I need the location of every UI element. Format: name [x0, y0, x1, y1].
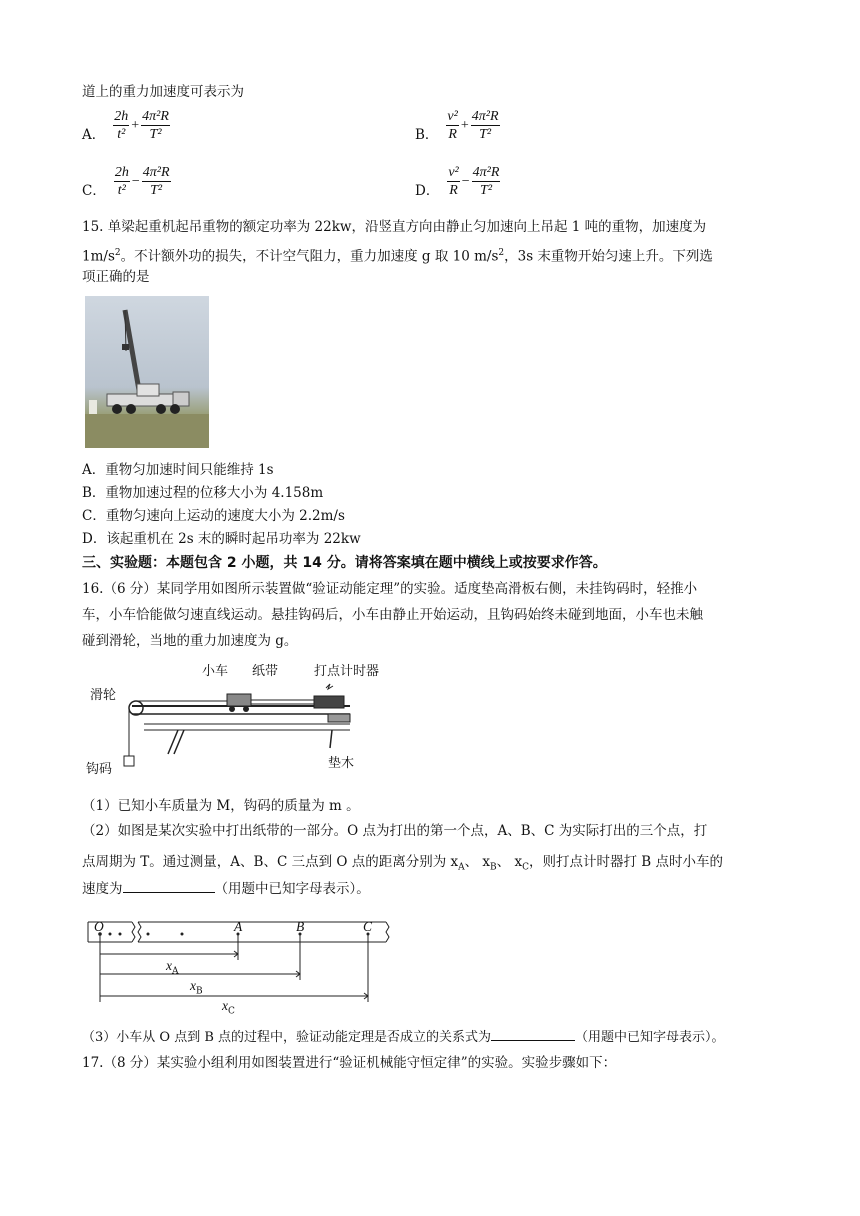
q16-text: （3）小车从 O 点到 B 点的过程中，验证动能定理是否成立的关系式为: [82, 1030, 492, 1045]
q15-stem-line3: 项正确的是: [82, 269, 150, 285]
q16-text: （用题中已知字母表示）。: [575, 1030, 725, 1045]
label-timer: 打点计时器: [314, 664, 380, 679]
operator: +: [131, 117, 140, 133]
q16-sub2-line2: 点周期为 T。通过测量，A、B、C 三点到 O 点的距离分别为 $x_A$、 $x_B$、 $x_C$，则打点计时器打 B 点时小车的: [82, 854, 723, 873]
q15-option-a[interactable]: A．重物匀加速时间只能维持 1s: [82, 462, 274, 478]
label-weight: 钩码: [86, 762, 113, 777]
frac-num: v²: [447, 109, 458, 124]
q15-stem-line2: $1m/s^2$。不计额外功的损失，不计空气阻力，重力加速度 g 取 10 $m/s^2$，3s 末重物开始匀速上升。下列选: [82, 248, 713, 265]
frac-den: T²: [149, 127, 162, 142]
q16-text: ，则打点计时器打 B 点时小车的: [528, 854, 723, 870]
q16-stem-line1: 16.（6 分）某同学用如图所示装置做“验证动能定理”的实验。适度垫高滑板右侧，未挂钩码时，轻推小: [82, 581, 698, 597]
q15-option-c[interactable]: C．重物匀速向上运动的速度大小为 2.2m/s: [82, 508, 345, 524]
q15-option-b[interactable]: B．重物加速过程的位移大小为 4.158m: [82, 485, 324, 501]
frac-num: 2h: [114, 165, 129, 180]
fraction: [447, 164, 459, 199]
intro-line: 道上的重力加速度可表示为: [82, 84, 244, 100]
q16-sub3: [82, 1028, 725, 1047]
q16-sub1: （1）已知小车质量为 M，钩码的质量为 m 。: [82, 798, 360, 814]
label-xc-sub: C: [228, 1006, 235, 1017]
q16-text: 速度为: [82, 881, 123, 897]
answer-blank[interactable]: [123, 880, 215, 893]
fraction: [142, 164, 171, 199]
label-xb-var: x: [190, 978, 196, 993]
operator: −: [461, 173, 470, 189]
q16-stem-line2: 车，小车恰能做匀速直线运动。悬挂钩码后，小车由静止开始运动，且钩码始终未碰到地面，小车也未触: [82, 607, 703, 623]
operator: −: [131, 173, 140, 189]
q16-text: 、 x: [464, 854, 491, 870]
q17-stem-line1: 17.（8 分）某实验小组利用如图装置进行“验证机械能守恒定律”的实验。实验步骤如下：: [82, 1055, 617, 1071]
frac-den: t²: [117, 127, 126, 142]
q16-text: 、 x: [496, 854, 523, 870]
frac-num: 4π²R: [472, 165, 500, 180]
q14-option-d[interactable]: [415, 164, 500, 199]
q16-stem-line3: 碰到滑轮，当地的重力加速度为 g。: [82, 633, 298, 649]
label-xa: [166, 958, 179, 977]
frac-den: T²: [150, 183, 163, 198]
point-c: C: [363, 919, 373, 934]
label-xb: [190, 978, 203, 997]
q15-text: 。不计额外功的损失，不计空气阻力，重力加速度 g 取 10 m/s: [120, 248, 499, 265]
option-label: C．: [82, 182, 106, 199]
fraction: [446, 108, 458, 143]
frac-den: T²: [480, 183, 493, 198]
label-xc: [222, 998, 235, 1017]
q14-option-a[interactable]: [82, 108, 170, 143]
label-xc-var: x: [222, 998, 228, 1013]
fraction: [113, 108, 129, 143]
point-a: A: [234, 919, 243, 934]
label-xb-sub: B: [196, 986, 203, 997]
q15-text: ，3s 末重物开始匀速上升。下列选: [504, 248, 713, 265]
crane-photo: [85, 296, 209, 448]
label-pulley: 滑轮: [90, 688, 117, 703]
frac-den: R: [449, 183, 458, 198]
crane-illustration: [85, 296, 209, 448]
fraction: [141, 108, 170, 143]
option-label: B．: [415, 126, 439, 143]
q15-stem-line1: 15. 单梁起重机起吊重物的额定功率为 22kw，沿竖直方向由静止匀加速向上吊起 1 吨的重物，加速度为: [82, 219, 707, 235]
frac-num: 2h: [114, 109, 129, 124]
point-o: O: [94, 919, 104, 934]
frac-num: 4π²R: [142, 109, 169, 124]
q16-text: 点周期为 T。通过测量，A、B、C 三点到 O 点的距离分别为 x: [82, 854, 459, 870]
point-b: B: [296, 919, 305, 934]
q14-option-b[interactable]: [415, 108, 500, 143]
q15-option-d[interactable]: D．该起重机在 2s 末的瞬时起吊功率为 22kw: [82, 531, 361, 547]
frac-den: t²: [117, 183, 126, 198]
label-cart: 小车: [202, 664, 229, 679]
q16-sub2-line1: （2）如图是某次实验中打出纸带的一部分。O 点为打出的第一个点，A、B、C 为实际打出的三个点，打: [82, 823, 708, 839]
frac-num: v²: [448, 165, 459, 180]
q16-sub2-line3: [82, 880, 370, 898]
fraction: [114, 164, 130, 199]
option-label: D．: [415, 182, 440, 199]
operator: +: [460, 117, 469, 133]
q16-text: （用题中已知字母表示）。: [214, 881, 370, 897]
label-xa-sub: A: [172, 966, 179, 977]
q15-text: 1m/s: [82, 248, 115, 265]
frac-den: R: [448, 127, 457, 142]
frac-num: 4π²R: [142, 165, 170, 180]
tape-figure: [86, 914, 396, 1017]
option-label: A．: [82, 126, 106, 143]
frac-num: 4π²R: [471, 109, 499, 124]
label-tape: 纸带: [252, 664, 279, 679]
fraction: [472, 164, 501, 199]
answer-blank[interactable]: [491, 1028, 575, 1041]
fraction: [471, 108, 500, 143]
frac-den: T²: [479, 127, 492, 142]
section-title: 三、实验题：本题包含 2 小题，共 14 分。请将答案填在题中横线上或按要求作答。: [82, 555, 607, 571]
q14-option-c[interactable]: [82, 164, 171, 199]
label-xa-var: x: [166, 958, 172, 973]
label-block: 垫木: [328, 756, 355, 771]
apparatus-figure: [82, 658, 402, 782]
